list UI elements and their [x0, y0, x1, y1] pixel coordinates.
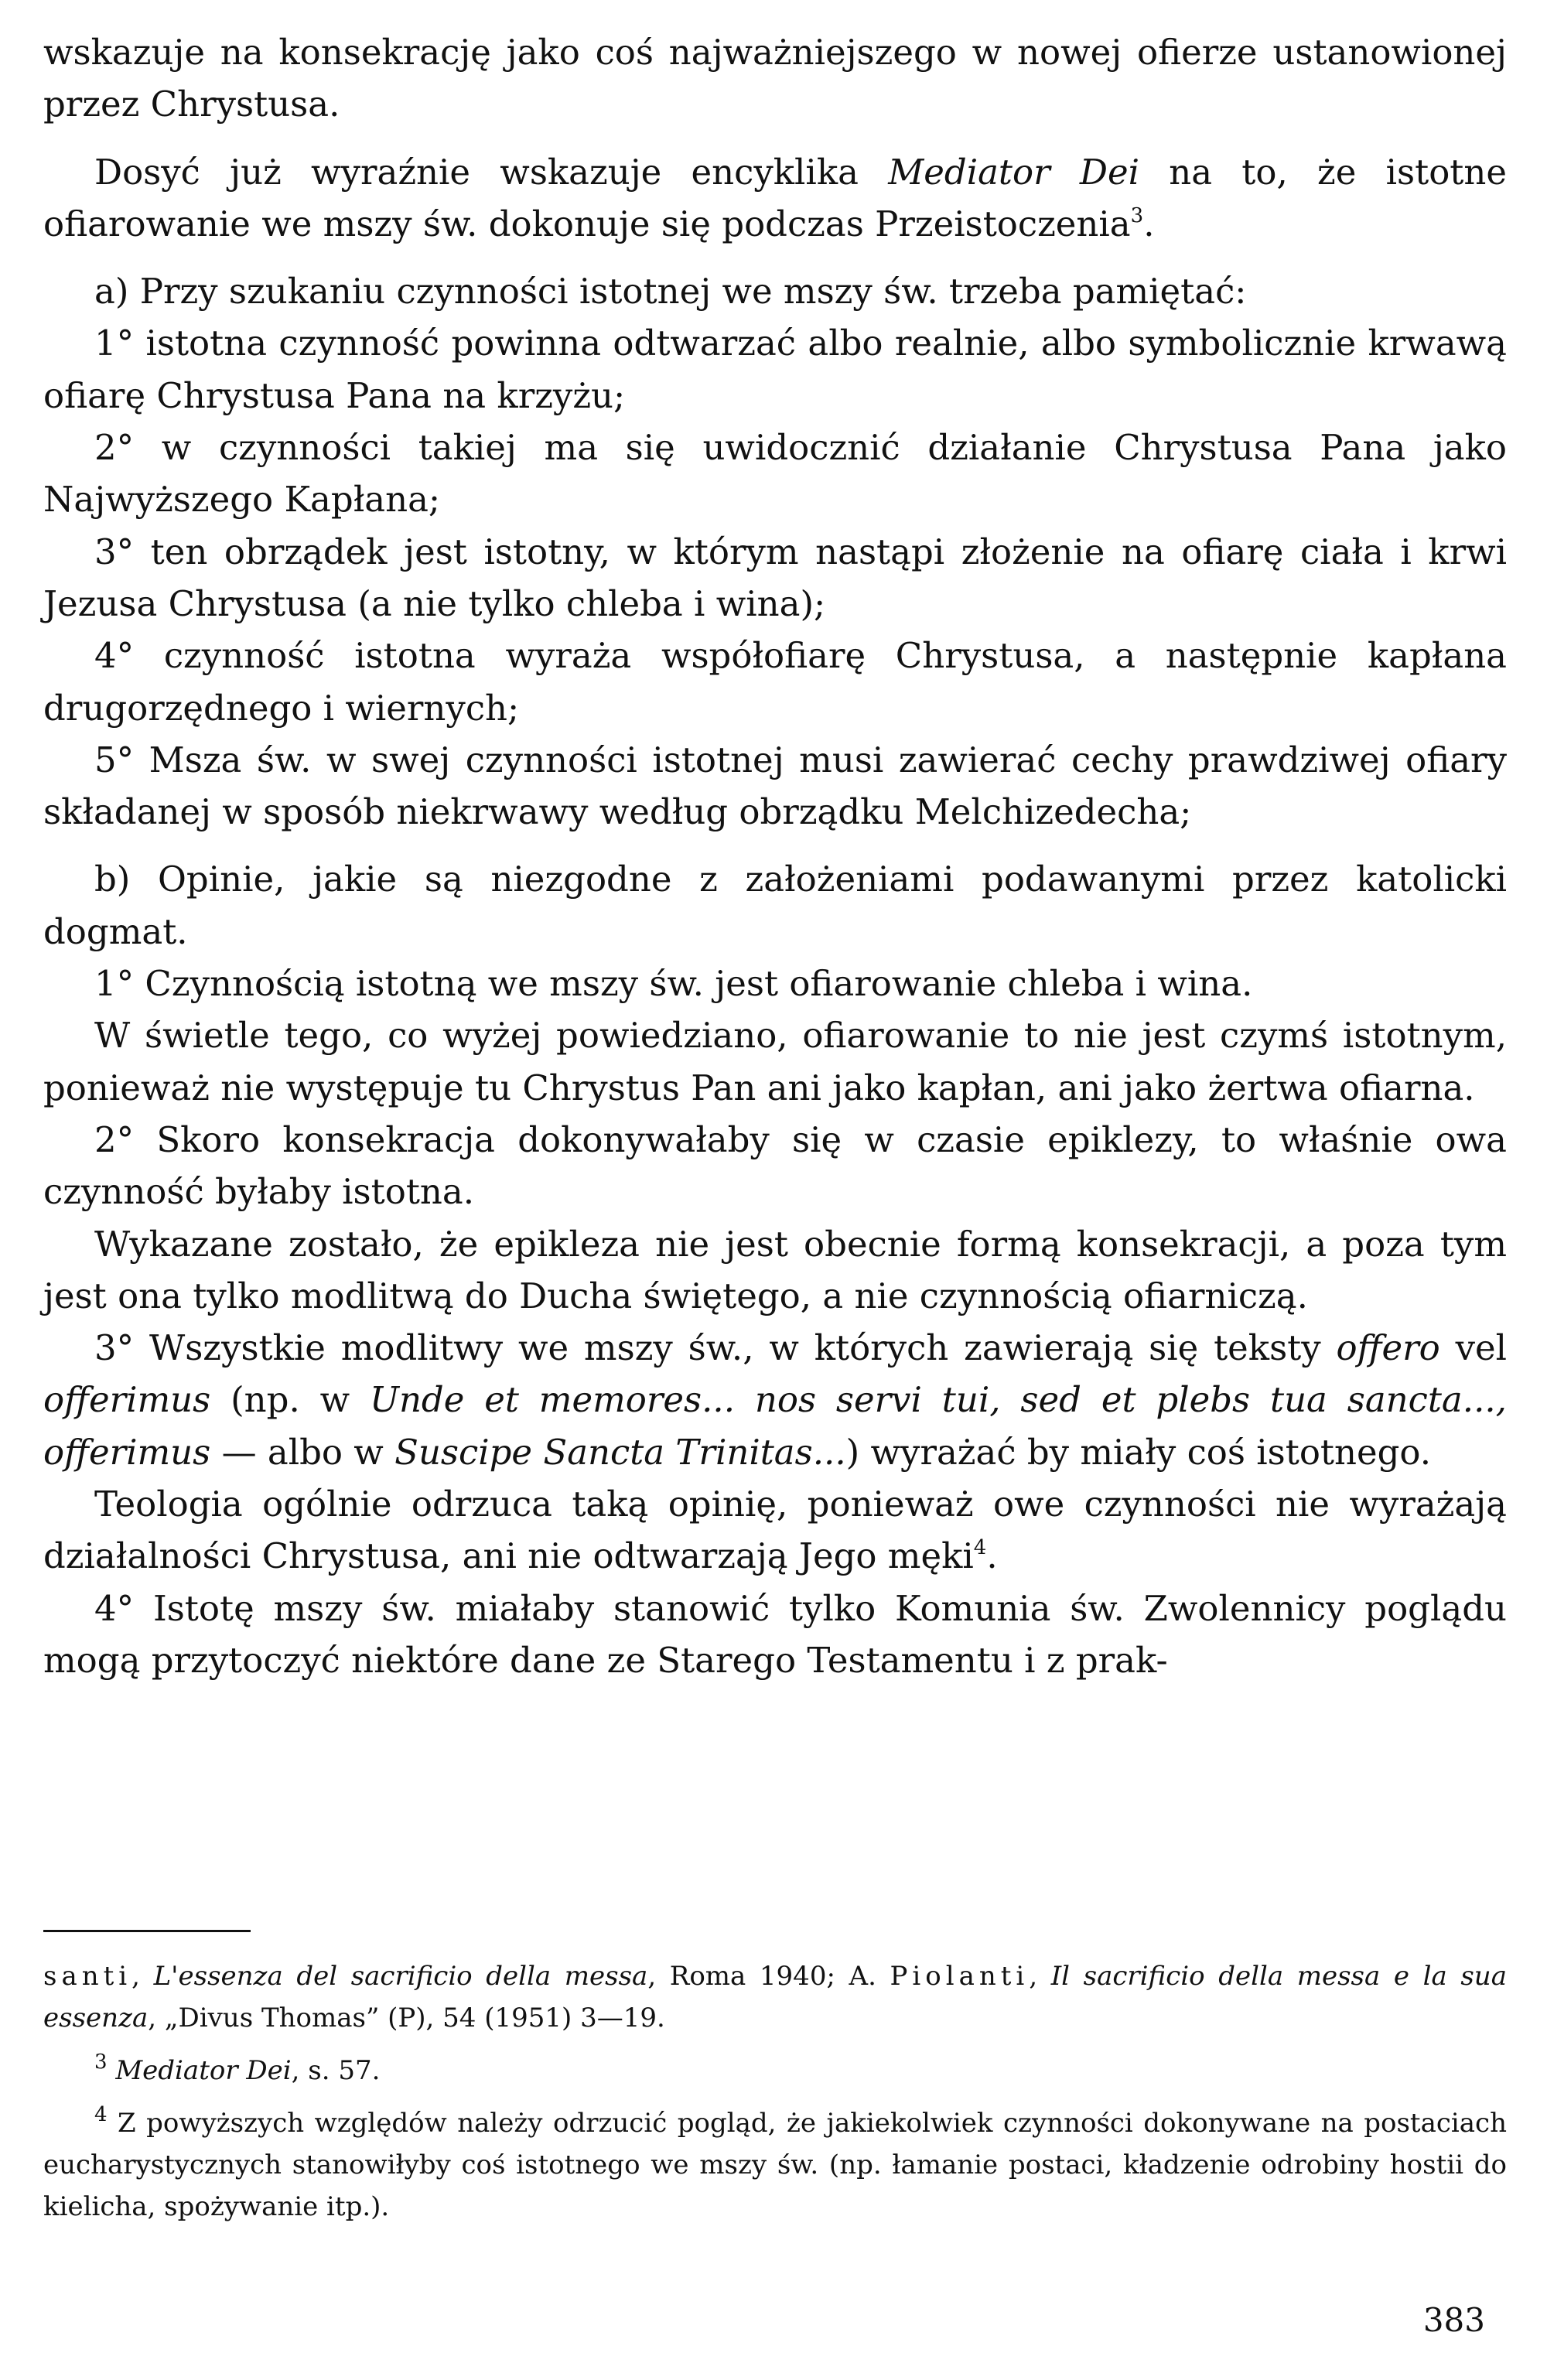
author-piolanti: Piolanti — [890, 1961, 1030, 1992]
footnote-4-mark: 4 — [94, 2102, 108, 2126]
encyclical-text-2: na to, że istotne ofiarowanie we mszy św. dokonuje się podczas Przeistoczenia — [43, 151, 1507, 244]
b3-text-5: ) wyrażać by miały coś istotnego. — [845, 1431, 1432, 1473]
paragraph-a2: 2° w czynności takiej ma się uwidocznić działanie Chrystusa Pana jako Najwyższego Kapłana; — [43, 427, 1507, 521]
footnote-ref-3[interactable]: 3 — [1130, 203, 1144, 227]
work-title-1: L'essenza del sacrificio della messa — [153, 1961, 648, 1992]
b3-latin-offero: offero — [1336, 1327, 1440, 1369]
paragraph-intro-continued — [43, 26, 1507, 131]
footnote-3-title: Mediator Dei — [115, 2055, 292, 2086]
paragraph-section-b: b) Opinie, jakie są niezgodne z założeniami podawanymi przez katolicki dogmat. — [43, 859, 1507, 952]
footnote-4-text: Z powyższych względów należy odrzucić pogląd, że jakiekolwiek czynności dokonywane na postaciach eucharystycznych stanowiłyby coś istotnego we mszy św. (np. łamanie postaci, kładzenie odrobiny hostii do kielicha, spożywanie itp.). — [43, 2108, 1507, 2222]
intro-text: wskazuje na konsekrację jako coś najważniejszego w nowej ofierze ustanowionej przez Chrystusa. — [43, 32, 1507, 125]
encyclical-text-1: Dosyć już wyraźnie wskazuje encyklika — [94, 151, 889, 193]
b3-latin-unde-et-memores: Unde et memores... nos servi tui, sed et plebs tua sancta..., offerimus — [43, 1379, 1507, 1473]
b3-latin-offerimus: offerimus — [43, 1379, 211, 1421]
page-number: 383 — [1422, 2301, 1485, 2339]
footnote-punct-1: , — [131, 1961, 154, 1992]
footnotes — [43, 1955, 1507, 2228]
paragraph-theology — [43, 1478, 1507, 1583]
paragraph-b1-comment: W świetle tego, co wyżej powiedziano, ofiarowanie to nie jest czymś istotnym, ponieważ nie występuje tu Chrystus Pan ani jako kapłan, ani jako żertwa ofiarna. — [43, 1015, 1507, 1108]
paragraph-b4: 4° Istotę mszy św. miałaby stanowić tylko Komunia św. Zwolennicy poglądu mogą przytoczyć niektóre dane ze Starego Testamentu i z prak- — [43, 1587, 1507, 1681]
footnote-punct-2: , — [1029, 1961, 1051, 1992]
paragraph-b2-comment: Wykazane zostało, że epikleza nie jest obecnie formą konsekracji, a poza tym jest ona tylko modlitwą do Ducha świętego, a nie czynnością ofiarniczą. — [43, 1223, 1507, 1316]
footnote-continued — [43, 1955, 1507, 2039]
paragraph-b3 — [43, 1322, 1507, 1478]
footnote-3 — [43, 2050, 1507, 2091]
main-text — [43, 26, 1507, 1686]
theology-text-end: . — [986, 1535, 998, 1577]
encyclical-title: Mediator Dei — [888, 151, 1139, 193]
b3-text-4: — albo w — [210, 1431, 395, 1473]
paragraph-a5: 5° Msza św. w swej czynności istotnej musi zawierać cechy prawdziwej ofiary składanej w sposób niekrwawy według obrządku Melchizedecha; — [43, 739, 1507, 833]
paragraph-a4: 4° czynność istotna wyraża współofiarę Chrystusa, a następnie kapłana drugorzędnego i wiernych; — [43, 635, 1507, 729]
paragraph-a1: 1° istotna czynność powinna odtwarzać albo realnie, albo symbolicznie krwawą ofiarę Chrystusa Pana na krzyżu; — [43, 323, 1507, 416]
footnote-4 — [43, 2102, 1507, 2228]
encyclical-text-3: . — [1143, 203, 1155, 244]
paragraph-b2: 2° Skoro konsekracja dokonywałaby się w czasie epiklezy, to właśnie owa czynność byłaby istotna. — [43, 1118, 1507, 1213]
footnote-3-text: , s. 57. — [291, 2055, 381, 2086]
footnote-text-1: , Roma 1940; A. — [647, 1961, 890, 1992]
work-title-2: Il sacrificio della messa e la sua essenza — [43, 1961, 1507, 2033]
footnote-text-2: , „Divus Thomas” (P), 54 (1951) 3—19. — [148, 2003, 665, 2033]
footnote-ref-4[interactable]: 4 — [973, 1536, 987, 1560]
author-santi: santi — [43, 1961, 132, 1992]
b3-text-1: 3° Wszystkie modlitwy we mszy św., w których zawierają się teksty — [94, 1327, 1337, 1369]
paragraph-b1: 1° Czynnością istotną we mszy św. jest ofiarowanie chleba i wina. — [94, 963, 1253, 1005]
footnote-3-mark: 3 — [94, 2050, 108, 2074]
paragraph-section-a: a) Przy szukaniu czynności istotnej we mszy św. trzeba pamiętać: — [94, 271, 1247, 312]
b3-text-3: (np. w — [210, 1379, 371, 1421]
b3-latin-suscipe: Suscipe Sancta Trinitas... — [394, 1431, 846, 1473]
footnote-divider — [43, 1930, 251, 1932]
b3-text-2: vel — [1439, 1327, 1508, 1369]
paragraph-encyclical — [43, 146, 1507, 251]
theology-text: Teologia ogólnie odrzuca taką opinię, ponieważ owe czynności nie wyrażają działalności Chrystusa, ani nie odtwarzają Jego męki — [43, 1484, 1507, 1577]
paragraph-a3: 3° ten obrządek jest istotny, w którym nastąpi złożenie na ofiarę ciała i krwi Jezusa Chrystusa (a nie tylko chleba i wina); — [43, 531, 1507, 624]
